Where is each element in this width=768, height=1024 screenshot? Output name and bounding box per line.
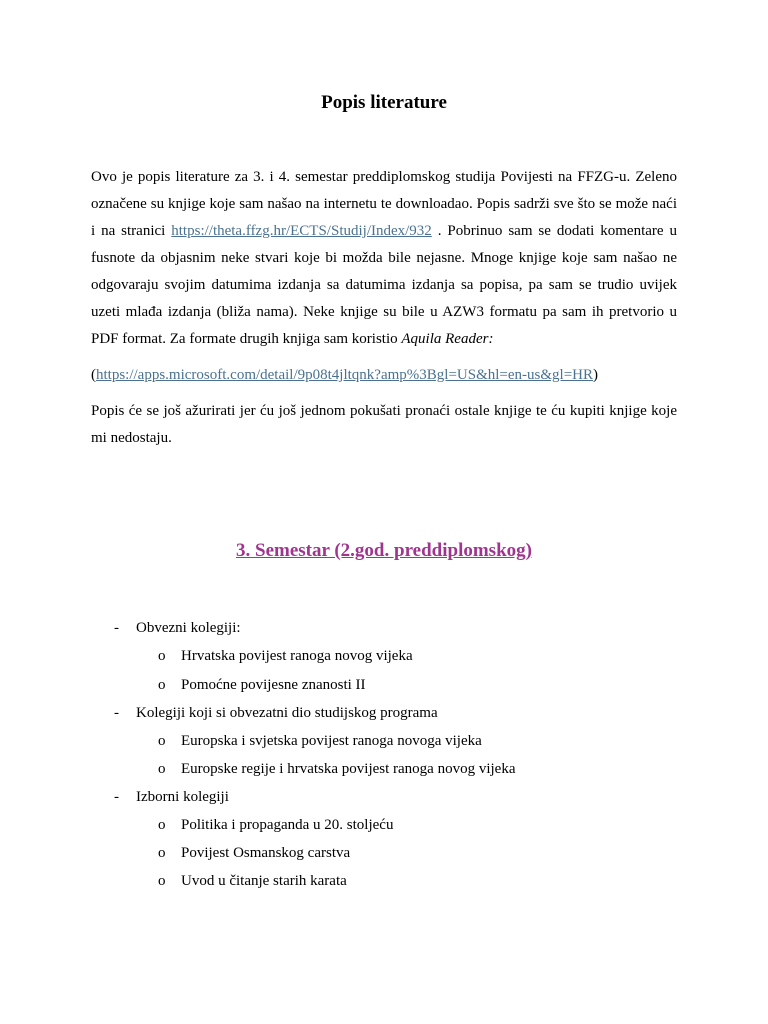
section-heading: 3. Semestar (2.god. preddiplomskog)	[236, 540, 532, 561]
circle-bullet: o	[158, 817, 166, 833]
page-title: Popis literature	[321, 92, 447, 113]
course-label: Europske regije i hrvatska povijest ranoga novog vijeka	[181, 761, 516, 777]
list-item	[0, 789, 768, 811]
course-label: Politika i propaganda u 20. stoljeću	[181, 817, 394, 833]
dash-bullet: -	[114, 705, 119, 721]
app-link-paragraph	[91, 362, 677, 389]
list-item	[0, 733, 768, 755]
aquila-reader-link[interactable]: https://apps.microsoft.com/detail/9p08t4jltqnk?amp%3Bgl=US&hl=en-us&gl=HR	[96, 367, 594, 383]
list-item	[0, 845, 768, 867]
group-label: Obvezni kolegiji:	[136, 620, 241, 636]
course-label: Uvod u čitanje starih karata	[181, 873, 347, 889]
app-link-close-paren: )	[593, 367, 599, 383]
app-name: Aquila Reader:	[401, 331, 494, 347]
circle-bullet: o	[158, 761, 166, 777]
group-label: Kolegiji koji si obvezatni dio studijskog programa	[136, 705, 438, 721]
intro-text-part-2: . Pobrinuo sam se dodati komentare u fusnote da objasnim neke stvari koje bi možda bile nejasne. Mnoge knjige koje sam našao ne odgovaraju svojim datumima izdanja sa datumima izdanja sa popisa, pa sam se trudio uvijek uzeti mlađa izdanja (bliža nama). Neke knjige su bile u AZW3 formatu pa sam ih pretvorio u PDF format. Za formate drugih knjiga sam koristio	[91, 223, 677, 347]
ects-link[interactable]: https://theta.ffzg.hr/ECTS/Studij/Index/932	[171, 223, 432, 239]
circle-bullet: o	[158, 648, 166, 664]
circle-bullet: o	[158, 733, 166, 749]
course-label: Povijest Osmanskog carstva	[181, 845, 351, 861]
course-label: Pomoćne povijesne znanosti II	[181, 677, 366, 693]
course-label: Hrvatska povijest ranoga novog vijeka	[181, 648, 413, 664]
list-item	[0, 817, 768, 839]
list-item	[0, 873, 768, 895]
list-item	[0, 705, 768, 727]
group-label: Izborni kolegiji	[136, 789, 229, 805]
course-label: Europska i svjetska povijest ranoga novoga vijeka	[181, 733, 482, 749]
dash-bullet: -	[114, 620, 119, 636]
list-item	[0, 620, 768, 642]
circle-bullet: o	[158, 873, 166, 889]
intro-text-part-1: Ovo je popis literature za 3. i 4. semestar preddiplomskog studija Povijesti na FFZG-u. Zeleno označene su knjige koje sam našao na internetu te downloadao. Popis sadrži sve što se može naći i na stranici	[91, 169, 677, 239]
dash-bullet: -	[114, 789, 119, 805]
circle-bullet: o	[158, 677, 166, 693]
list-item	[0, 761, 768, 783]
list-item	[0, 677, 768, 699]
update-note-paragraph: Popis će se još ažurirati jer ću još jednom pokušati pronaći ostale knjige te ću kupiti knjige koje mi nedostaju.	[91, 403, 677, 446]
circle-bullet: o	[158, 845, 166, 861]
app-link-open-paren: (	[91, 367, 96, 383]
intro-paragraph	[91, 164, 677, 353]
list-item	[0, 648, 768, 670]
